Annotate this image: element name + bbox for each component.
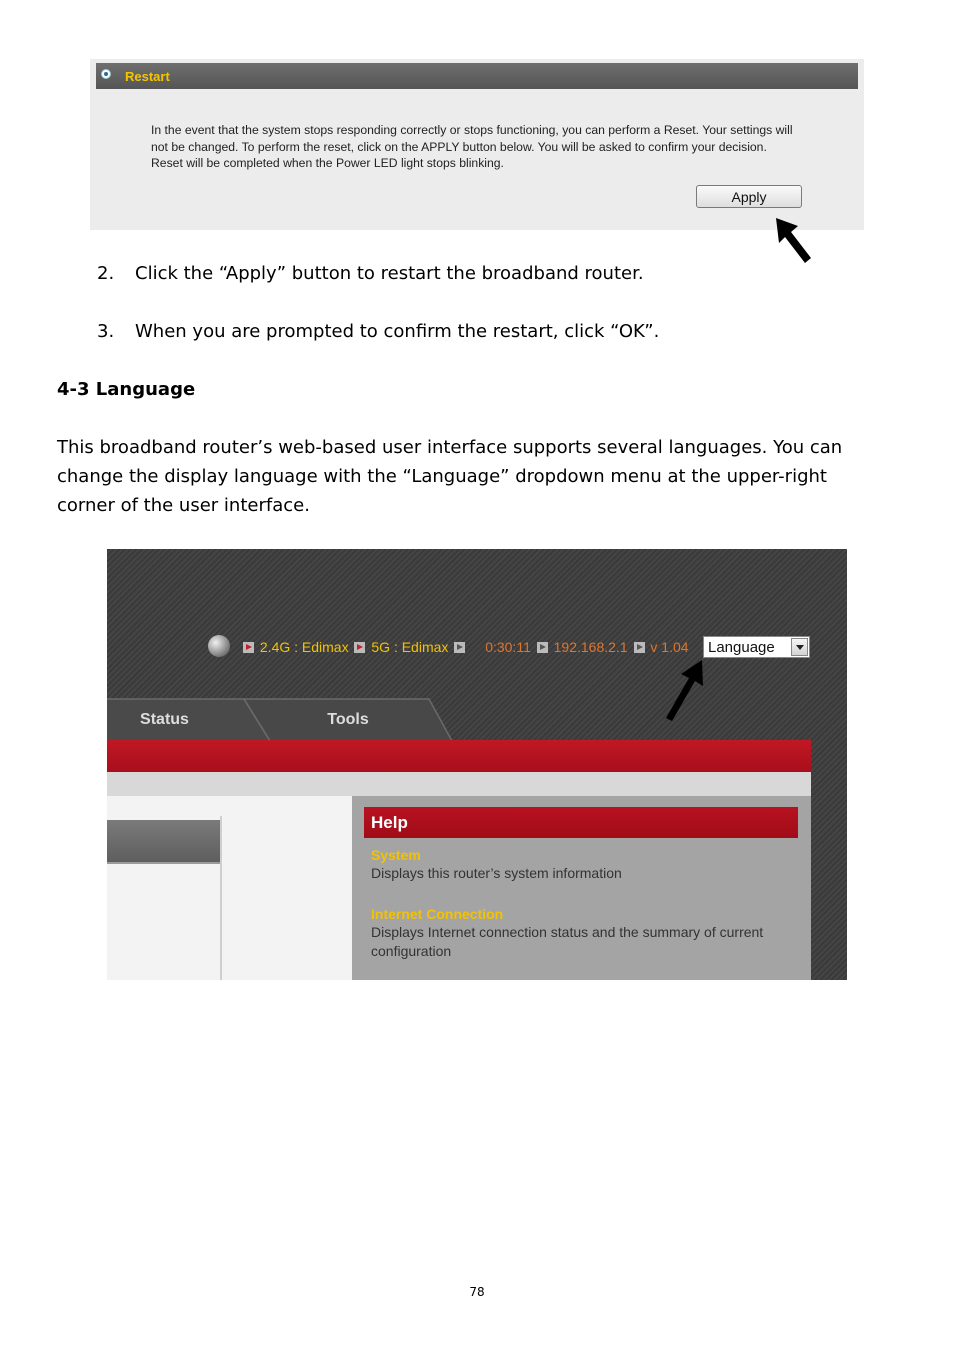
uptime: 0:30:11 (485, 639, 531, 656)
tab-tools[interactable]: Tools (327, 711, 369, 728)
play-icon (243, 642, 254, 653)
ip-address: 192.168.2.1 (553, 639, 628, 656)
restart-title: Restart (125, 69, 170, 84)
language-paragraph: This broadband router’s web-based user interface supports several languages. You can change the display language with the “Language” dropdown menu at the upper-right corner of the user interface. (57, 437, 843, 516)
menu-header (107, 820, 220, 864)
sub-banner (107, 772, 811, 796)
restart-header (96, 63, 858, 89)
section-heading: 4-3 Language (57, 379, 196, 400)
language-select[interactable] (703, 636, 810, 658)
step-3 (97, 321, 659, 342)
ssid-24g: 2.4G : Edimax (259, 639, 349, 656)
globe-icon (208, 635, 230, 657)
play-icon (634, 642, 645, 653)
restart-description: In the event that the system stops responding correctly or stops functioning, you can perform a Reset. Your settings will not be changed. To perform the reset, click on the APPLY button below. You will be asked to confirm your decision. Reset will be completed when the Power LED light stops blinking. (151, 123, 793, 170)
chevron-down-icon[interactable] (791, 638, 808, 656)
play-icon (354, 642, 365, 653)
help-link-internet-connection[interactable]: Internet Connection (371, 906, 504, 922)
pointer-arrow-icon (770, 214, 816, 266)
page-number: 78 (469, 1285, 485, 1299)
router-ui-screenshot (107, 549, 847, 980)
play-icon (454, 642, 465, 653)
left-menu-panel (107, 796, 352, 980)
help-title-bar (364, 807, 798, 838)
step-text: When you are prompted to confirm the restart, click “OK”. (135, 321, 660, 342)
restart-panel (90, 59, 864, 230)
step-number: 2. (97, 263, 115, 284)
divider (220, 816, 222, 980)
ssid-5g: 5G : Edimax (371, 639, 449, 656)
radio-icon (101, 69, 111, 79)
tab-status[interactable]: Status (140, 711, 189, 728)
step-number: 3. (97, 321, 115, 342)
help-desc-internet-connection: Displays Internet connection status and the summary of current configuration (371, 924, 764, 959)
apply-button[interactable]: Apply (696, 185, 802, 208)
firmware-version: v 1.04 (650, 639, 689, 656)
help-title: Help (371, 813, 408, 832)
language-select-value: Language (708, 639, 775, 656)
status-bar (241, 638, 689, 655)
help-desc-system: Displays this router’s system information (371, 865, 622, 881)
red-banner (107, 740, 811, 772)
step-2 (97, 263, 644, 284)
play-icon (537, 642, 548, 653)
help-link-system[interactable]: System (371, 847, 421, 863)
help-panel (352, 796, 811, 980)
pointer-arrow-icon (662, 658, 708, 724)
step-text: Click the “Apply” button to restart the broadband router. (135, 263, 644, 284)
